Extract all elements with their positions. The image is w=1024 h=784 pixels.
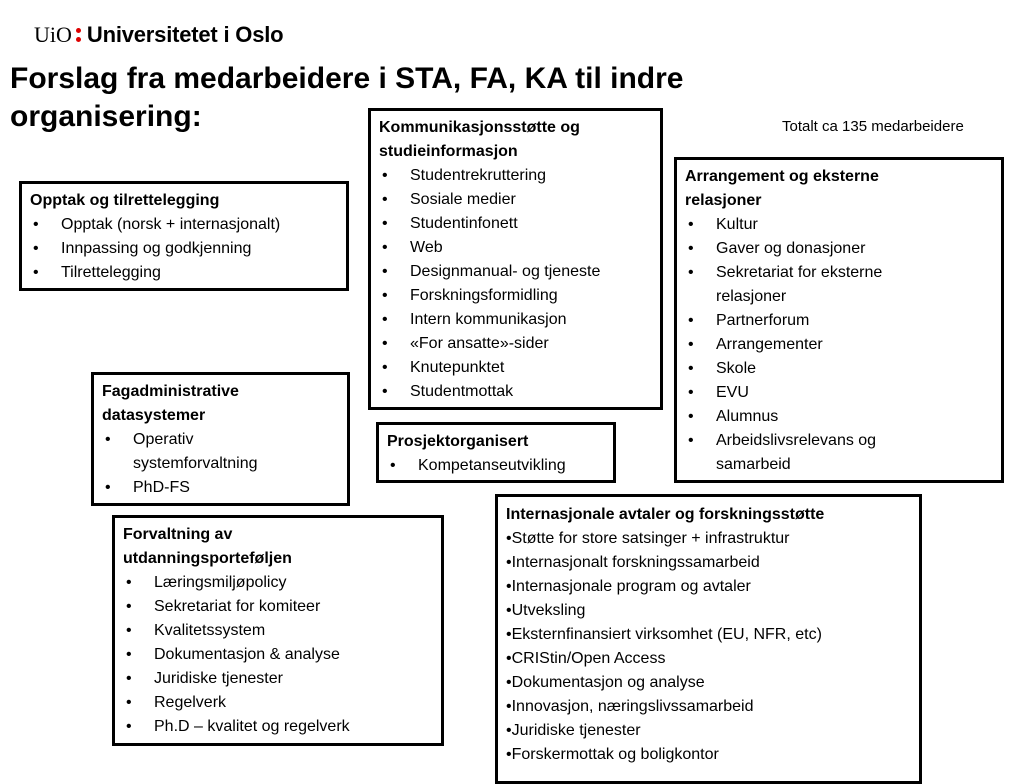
- list-item: • Kvalitetssystem: [123, 619, 433, 643]
- box-list: [30, 213, 338, 285]
- logo-colon-icon: [76, 26, 81, 44]
- list-item: • Gaver og donasjoner: [685, 237, 993, 261]
- total-staff-note: Totalt ca 135 medarbeidere: [782, 118, 964, 135]
- box-title: Prosjektorganisert: [387, 433, 529, 450]
- list-item: • Arbeidslivsrelevans og samarbeid: [685, 429, 936, 477]
- box-opptak: [19, 181, 349, 291]
- list-item: • Innpassing og godkjenning: [30, 237, 338, 261]
- list-item: • Internasjonale program og avtaler: [506, 575, 911, 599]
- list-item: • Sekretariat for eksterne relasjoner: [685, 261, 936, 309]
- box-list: [123, 571, 433, 739]
- uio-logo: [34, 22, 283, 48]
- list-item: • Designmanual- og tjeneste: [379, 260, 652, 284]
- list-item: • Regelverk: [123, 691, 433, 715]
- list-item: • Partnerforum: [685, 309, 993, 333]
- list-item: • Støtte for store satsinger + infrastruktur: [506, 527, 911, 551]
- list-item: • Utveksling: [506, 599, 911, 623]
- list-item: • Sosiale medier: [379, 188, 652, 212]
- list-item: • Juridiske tjenester: [123, 667, 433, 691]
- box-prosjekt: [376, 422, 616, 483]
- box-list: [379, 164, 652, 404]
- box-fagadmin: [91, 372, 350, 506]
- list-item: • Studentrekruttering: [379, 164, 652, 188]
- list-item: • Kultur: [685, 213, 993, 237]
- logo-name-text: Universitetet i Oslo: [86, 22, 284, 47]
- list-item: • Sekretariat for komiteer: [123, 595, 433, 619]
- list-item: • Forskermottak og boligkontor: [506, 743, 911, 767]
- list-item: • Eksternfinansiert virksomhet (EU, NFR, etc): [506, 623, 911, 647]
- list-item: • Arrangementer: [685, 333, 993, 357]
- box-arrangement: [674, 157, 1004, 483]
- list-item: • «For ansatte»-sider: [379, 332, 652, 356]
- box-forvaltning: [112, 515, 444, 746]
- list-item: • Intern kommunikasjon: [379, 308, 652, 332]
- box-list: [506, 527, 911, 767]
- list-item: • Web: [379, 236, 652, 260]
- box-title: Internasjonale avtaler og forskningsstøtte: [506, 506, 825, 523]
- box-kommunikasjon: [368, 108, 663, 410]
- box-title: Kommunikasjonsstøtte og studieinformasjon: [379, 119, 580, 160]
- page-title: Forslag fra medarbeidere i STA, FA, KA til indre organisering:: [10, 62, 684, 133]
- list-item: • Tilrettelegging: [30, 261, 338, 285]
- box-list: [685, 213, 993, 477]
- list-item: • Læringsmiljøpolicy: [123, 571, 433, 595]
- list-item: • Juridiske tjenester: [506, 719, 911, 743]
- list-item: • Operativ systemforvaltning: [102, 428, 313, 476]
- list-item: • EVU: [685, 381, 993, 405]
- box-title: Fagadministrative datasystemer: [102, 383, 239, 424]
- list-item: • Innovasjon, næringslivssamarbeid: [506, 695, 911, 719]
- list-item: • Dokumentasjon og analyse: [506, 671, 911, 695]
- logo-short-text: UiO: [34, 22, 72, 47]
- list-item: • Kompetanseutvikling: [387, 454, 605, 478]
- list-item: • Dokumentasjon & analyse: [123, 643, 433, 667]
- box-list: [102, 428, 339, 500]
- box-title: Arrangement og eksterne relasjoner: [685, 168, 879, 209]
- list-item: • Studentmottak: [379, 380, 652, 404]
- box-list: [387, 454, 605, 478]
- list-item: • Forskningsformidling: [379, 284, 652, 308]
- list-item: • Alumnus: [685, 405, 993, 429]
- list-item: • CRIStin/Open Access: [506, 647, 911, 671]
- list-item: • Knutepunktet: [379, 356, 652, 380]
- box-title: Forvaltning av utdanningsporteføljen: [123, 526, 292, 567]
- list-item: • Opptak (norsk + internasjonalt): [30, 213, 338, 237]
- list-item: • Skole: [685, 357, 993, 381]
- list-item: • Studentinfonett: [379, 212, 652, 236]
- box-internasjonale: [495, 494, 922, 784]
- box-title: Opptak og tilrettelegging: [30, 192, 220, 209]
- list-item: • Internasjonalt forskningssamarbeid: [506, 551, 911, 575]
- list-item: • PhD-FS: [102, 476, 339, 500]
- list-item: • Ph.D – kvalitet og regelverk: [123, 715, 433, 739]
